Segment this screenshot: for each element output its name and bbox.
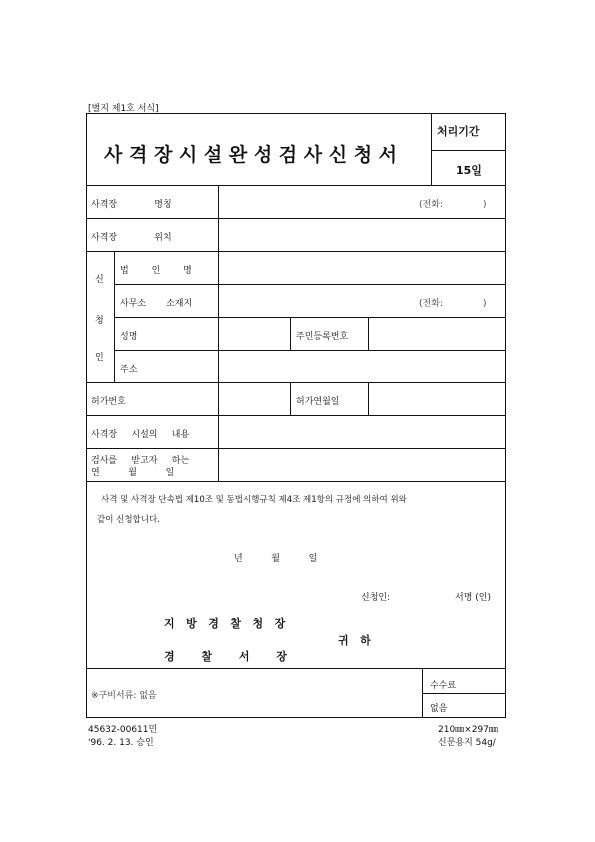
statement-line-1: 사격 및 사격장 단속법 제10조 및 동법시행규칙 제4조 제1항의 규정에 의하여 위와: [101, 495, 407, 505]
divider: [86, 185, 506, 186]
range-name-label: 사격장 명칭: [91, 200, 172, 210]
divider: [86, 481, 506, 482]
corp-name-label: 법 인 명: [120, 266, 192, 276]
divider: [422, 668, 423, 718]
phone-field-2[interactable]: (전화: ): [419, 299, 487, 309]
divider: [368, 317, 369, 350]
divider: [368, 382, 369, 415]
paper-type: 신문용지 54g/: [438, 738, 496, 748]
processing-period-label: 처리기간: [437, 125, 480, 138]
permit-number-label: 허가번호: [91, 397, 126, 407]
signature-label: 서명 (인): [455, 593, 491, 603]
addressee-provincial-police: 지 방 경 찰 청 장: [164, 617, 286, 630]
paper-size: 210㎜×297㎜: [438, 725, 498, 735]
permit-date-label: 허가연월일: [296, 397, 340, 407]
divider: [431, 113, 432, 185]
facility-content-label: 사격장 시설의 내용: [91, 430, 190, 440]
fee-label: 수수료: [430, 681, 457, 691]
date-line: 년 월 일: [234, 554, 318, 564]
addressee-suffix: 귀 하: [338, 634, 371, 647]
divider: [86, 251, 506, 252]
divider: [290, 317, 291, 350]
divider: [114, 251, 115, 382]
divider: [422, 693, 506, 694]
divider: [290, 382, 291, 415]
applicant-label-char-3: 인: [95, 353, 104, 363]
office-address-label: 사무소 소재지: [120, 299, 193, 309]
required-documents-note: ※구비서류: 없음: [91, 691, 157, 701]
divider: [114, 284, 506, 285]
divider: [86, 448, 506, 449]
divider: [86, 415, 506, 416]
form-code: 45632-00611민: [88, 725, 158, 735]
form-title: 사 격 장 시 설 완 성 검 사 신 청 서: [104, 144, 398, 166]
approval-date: '96. 2. 13. 승인: [88, 738, 154, 748]
statement-line-2: 같이 신청합니다.: [97, 515, 160, 525]
applicant-label-char-2: 청: [95, 316, 104, 326]
phone-field-1[interactable]: (전화: ): [419, 200, 487, 210]
fee-value: 없음: [430, 704, 448, 714]
inspection-date-label-line1: 검사를 받고자 하는: [91, 456, 190, 466]
applicant-label-char-1: 신: [95, 275, 104, 285]
divider: [218, 185, 219, 481]
divider: [431, 150, 506, 151]
divider: [114, 350, 506, 351]
applicant-sign-label: 신청인:: [361, 593, 391, 603]
divider: [86, 668, 506, 669]
inspection-date-label-line2: 연 월 일: [91, 468, 175, 478]
resident-number-label: 주민등록번호: [296, 332, 349, 342]
name-label: 성명: [120, 332, 138, 342]
processing-period-value: 15일: [456, 164, 482, 177]
divider: [86, 382, 506, 383]
addressee-police-station: 경 찰 서 장: [164, 650, 287, 663]
divider: [86, 218, 506, 219]
divider: [114, 317, 506, 318]
address-label: 주소: [120, 365, 138, 375]
range-location-label: 사격장 위치: [91, 233, 172, 243]
form-number-note: [별지 제1호 서식]: [88, 104, 159, 114]
